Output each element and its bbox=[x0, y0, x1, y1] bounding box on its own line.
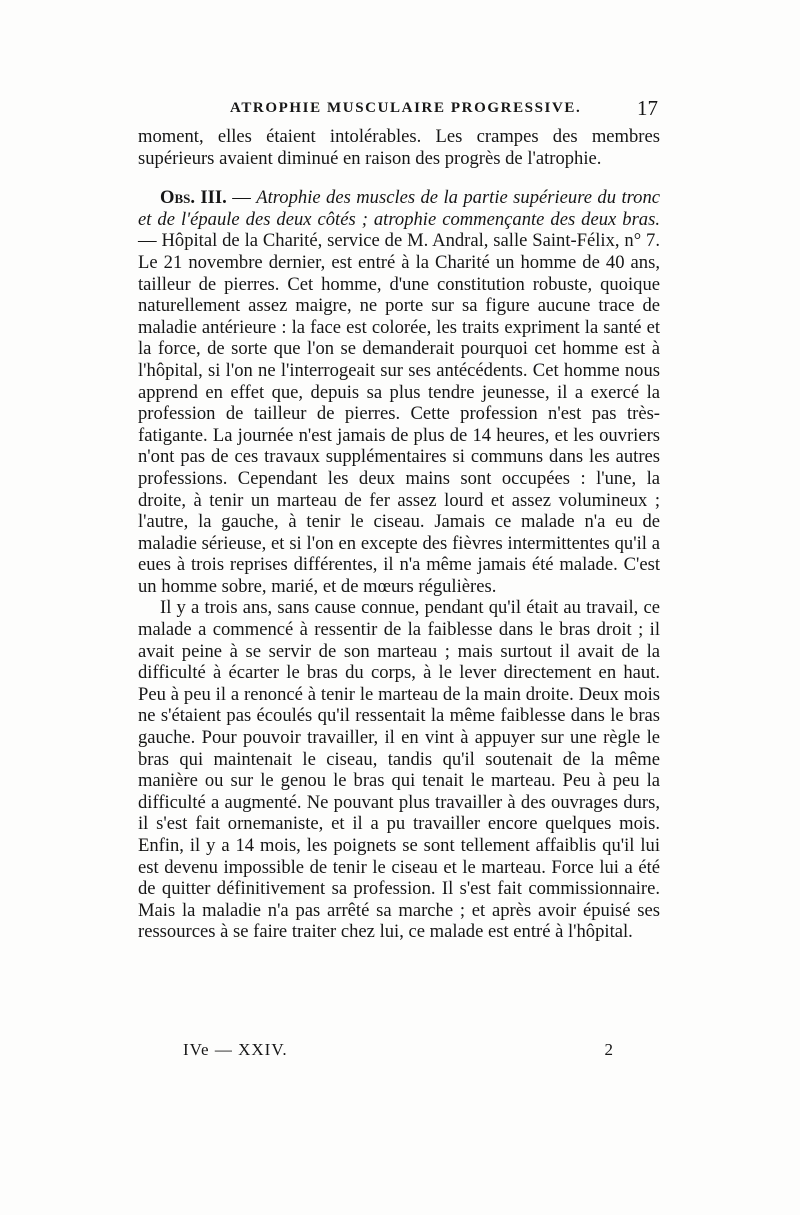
observation-label: Obs. III. bbox=[160, 187, 227, 209]
paragraph-continued: moment, elles étaient intolérables. Les crampes des membres supérieurs avaient diminué en raison des progrès de l'atrophie. bbox=[138, 126, 660, 169]
signature-mark: IVe — XXIV. bbox=[183, 1040, 288, 1059]
signature-number: 2 bbox=[604, 1040, 613, 1059]
running-head bbox=[138, 96, 658, 124]
running-title: ATROPHIE MUSCULAIRE PROGRESSIVE. bbox=[230, 100, 582, 116]
page-number: 17 bbox=[637, 96, 658, 120]
observation-text: — Hôpital de la Charité, service de M. Andral, salle Saint-Félix, n° 7. Le 21 novembre dernier, est entré à la Charité un homme de 40 ans, tailleur de pierres. Cet homme, d'une constitution robuste, quoique naturellement assez maigre, ne porte sur sa figure aucune trace de maladie antérieure : la face est colorée, les traits expriment la santé et la force, de sorte que l'on se demanderait pourquoi cet homme est à l'hôpital, si l'on ne l'interrogeait sur ses antécédents. Cet homme nous apprend en effet que, depuis sa plus tendre jeunesse, il a exercé la profession de tailleur de pierres. Cette profession n'est pas très-fatigante. La journée n'est jamais de plus de 14 heures, et les ouvriers n'ont pas de ces travaux supplémentaires si communs dans les autres professions. Cependant les deux mains sont occupées : l'une, la droite, à tenir un marteau de fer assez lourd et assez volumineux ; l'autre, la gauche, à tenir le ciseau. Jamais ce malade n'a eu de maladie sérieuse, et si l'on en excepte des fièvres intermittentes qu'il a eues à trois reprises différentes, il n'a même jamais été malade. C'est un homme sobre, marié, et de mœurs régulières. bbox=[138, 230, 660, 597]
observation-title: Atrophie des muscles de la partie supérieure du tronc et de l'épaule des deux côtés ; atrophie commençante des deux bras. bbox=[138, 187, 661, 230]
observation-dash: — bbox=[226, 187, 257, 209]
page-footer bbox=[183, 1040, 613, 1066]
observation-paragraph bbox=[138, 187, 660, 597]
paragraph-history: Il y a trois ans, sans cause connue, pendant qu'il était au travail, ce malade a commencé à ressentir de la faiblesse dans le bras droit ; il avait peine à se servir de son marteau ; mais surtout il avait de la difficulté à écarter le bras du corps, à le lever directement en haut. Peu à peu il a renoncé à tenir le marteau de la main droite. Deux mois ne s'étaient pas écoulés qu'il ressentait la même faiblesse dans le bras gauche. Pour pouvoir travailler, il en vint à appuyer sur une règle le bras qui maintenait le ciseau, tandis qu'il soutenait de la même manière ou sur le genou le bras qui tenait le marteau. Peu à peu la difficulté a augmenté. Ne pouvant plus travailler à des ouvrages durs, il s'est fait ornemaniste, et il a pu travailler encore quelques mois. Enfin, il y a 14 mois, les poignets se sont tellement affaiblis qu'il lui est devenu impossible de tenir le ciseau et le marteau. Force lui a été de quitter définitivement sa profession. Il s'est fait commissionnaire. Mais la maladie n'a pas arrêté sa marche ; et après avoir épuisé ses ressources à se faire traiter chez lui, ce malade est entré à l'hôpital. bbox=[138, 597, 660, 943]
body-text bbox=[138, 126, 660, 943]
